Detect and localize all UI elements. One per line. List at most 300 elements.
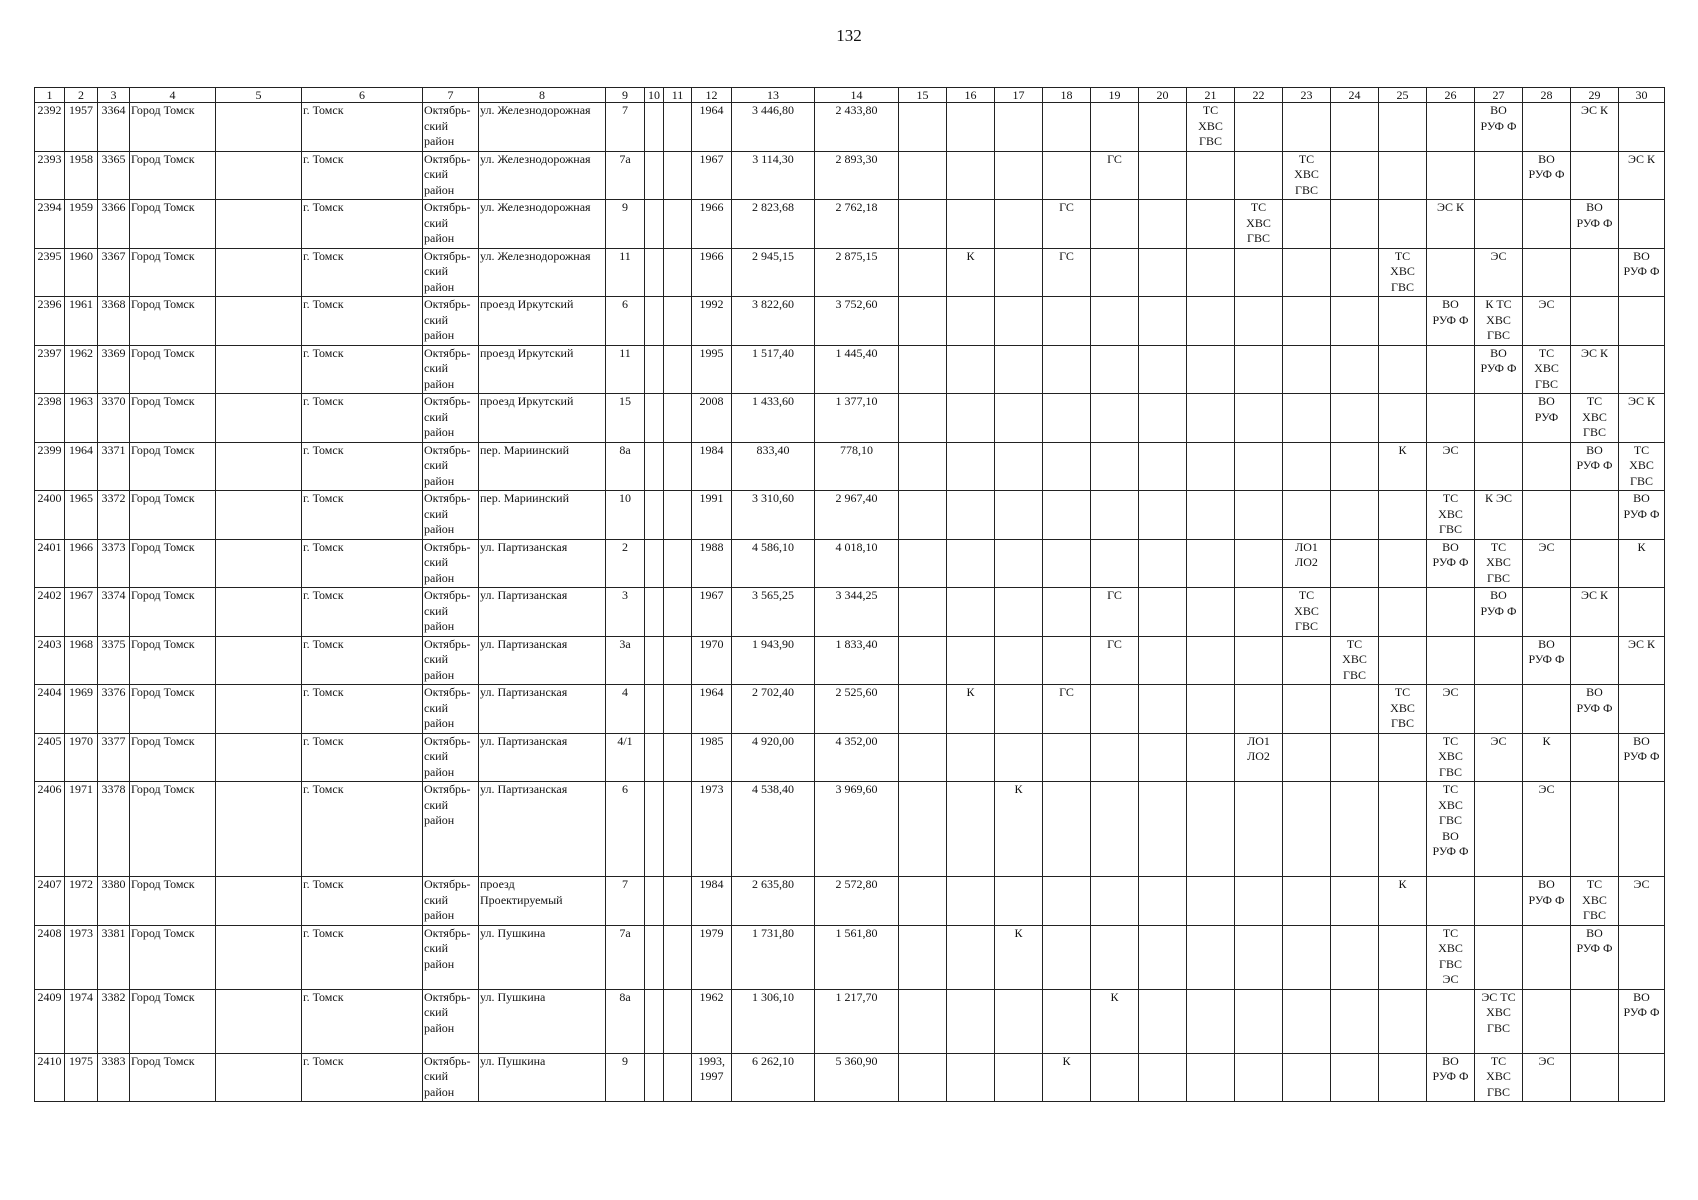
table-cell bbox=[1427, 248, 1475, 297]
table-cell bbox=[1379, 925, 1427, 989]
table-cell bbox=[216, 685, 302, 734]
table-cell bbox=[645, 248, 664, 297]
table-cell bbox=[664, 636, 692, 685]
table-cell: Город Томск bbox=[130, 200, 216, 249]
table-cell: 4 bbox=[606, 685, 645, 734]
table-cell: 1985 bbox=[692, 733, 732, 782]
table-cell bbox=[664, 733, 692, 782]
table-cell: ВО РУФ Ф bbox=[1619, 491, 1665, 540]
table-cell bbox=[1427, 151, 1475, 200]
table-cell: Октябрь- ский район bbox=[423, 491, 479, 540]
table-cell: 1962 bbox=[692, 989, 732, 1053]
table-cell: 2 967,40 bbox=[815, 491, 899, 540]
table-cell: ул. Железнодорожная bbox=[479, 103, 606, 152]
table-cell: 2394 bbox=[35, 200, 65, 249]
table-cell bbox=[645, 989, 664, 1053]
table-row bbox=[35, 989, 1665, 1053]
table-cell bbox=[1043, 989, 1091, 1053]
table-cell bbox=[664, 491, 692, 540]
table-cell: ЭС bbox=[1619, 877, 1665, 926]
table-cell bbox=[899, 539, 947, 588]
table-cell: 2395 bbox=[35, 248, 65, 297]
table-cell: 2408 bbox=[35, 925, 65, 989]
table-cell bbox=[1379, 103, 1427, 152]
table-row bbox=[35, 782, 1665, 877]
table-cell: Город Томск bbox=[130, 877, 216, 926]
table-cell: 3371 bbox=[98, 442, 130, 491]
table-cell bbox=[645, 442, 664, 491]
table-cell bbox=[216, 636, 302, 685]
table-cell: Октябрь- ский район bbox=[423, 636, 479, 685]
table-cell: г. Томск bbox=[302, 877, 423, 926]
table-cell bbox=[995, 442, 1043, 491]
table-cell bbox=[216, 394, 302, 443]
table-cell: 4 586,10 bbox=[732, 539, 815, 588]
table-cell bbox=[995, 539, 1043, 588]
table-cell bbox=[1139, 345, 1187, 394]
table-cell: Город Томск bbox=[130, 782, 216, 877]
table-cell: 1966 bbox=[692, 248, 732, 297]
column-header: 15 bbox=[899, 88, 947, 103]
table-cell bbox=[1619, 297, 1665, 346]
table-cell: Город Томск bbox=[130, 103, 216, 152]
table-cell: ЭС К bbox=[1571, 345, 1619, 394]
table-cell: 6 262,10 bbox=[732, 1053, 815, 1102]
table-cell bbox=[216, 491, 302, 540]
table-cell bbox=[899, 685, 947, 734]
table-cell bbox=[1331, 200, 1379, 249]
table-cell bbox=[899, 733, 947, 782]
table-cell: ЭС bbox=[1523, 782, 1571, 877]
table-cell: 1975 bbox=[65, 1053, 98, 1102]
column-header: 5 bbox=[216, 88, 302, 103]
table-cell: 4 352,00 bbox=[815, 733, 899, 782]
table-cell bbox=[664, 925, 692, 989]
table-cell: 2410 bbox=[35, 1053, 65, 1102]
table-cell bbox=[216, 1053, 302, 1102]
table-cell: Октябрь- ский район bbox=[423, 733, 479, 782]
table-cell bbox=[1283, 685, 1331, 734]
table-cell bbox=[1235, 103, 1283, 152]
table-cell bbox=[1043, 588, 1091, 637]
table-cell: ВО РУФ Ф bbox=[1619, 733, 1665, 782]
table-cell bbox=[1283, 248, 1331, 297]
table-cell: г. Томск bbox=[302, 103, 423, 152]
table-cell: 1958 bbox=[65, 151, 98, 200]
table-cell: 2404 bbox=[35, 685, 65, 734]
table-cell bbox=[1043, 877, 1091, 926]
table-cell bbox=[1571, 539, 1619, 588]
table-cell bbox=[947, 782, 995, 877]
table-cell: 2401 bbox=[35, 539, 65, 588]
table-cell bbox=[1283, 103, 1331, 152]
table-cell: 1 731,80 bbox=[732, 925, 815, 989]
column-header: 14 bbox=[815, 88, 899, 103]
table-cell bbox=[1043, 782, 1091, 877]
column-header: 3 bbox=[98, 88, 130, 103]
table-cell bbox=[947, 442, 995, 491]
table-cell: 3366 bbox=[98, 200, 130, 249]
table-cell: 1 306,10 bbox=[732, 989, 815, 1053]
table-cell: 2 893,30 bbox=[815, 151, 899, 200]
table-cell: ТС ХВС ГВС bbox=[1283, 151, 1331, 200]
table-cell: 4 920,00 bbox=[732, 733, 815, 782]
table-cell: ЭС К bbox=[1427, 200, 1475, 249]
table-cell bbox=[645, 491, 664, 540]
column-header: 17 bbox=[995, 88, 1043, 103]
table-cell bbox=[1619, 782, 1665, 877]
table-row bbox=[35, 394, 1665, 443]
table-cell: ул. Пушкина bbox=[479, 1053, 606, 1102]
table-cell bbox=[1091, 248, 1139, 297]
table-cell bbox=[1043, 491, 1091, 540]
table-cell: ЭС К bbox=[1619, 394, 1665, 443]
column-header: 10 bbox=[645, 88, 664, 103]
table-cell: 1995 bbox=[692, 345, 732, 394]
table-cell bbox=[1091, 685, 1139, 734]
table-cell bbox=[1187, 989, 1235, 1053]
table-cell bbox=[645, 297, 664, 346]
table-cell bbox=[1139, 394, 1187, 443]
table-cell: 3 822,60 bbox=[732, 297, 815, 346]
table-cell: 1963 bbox=[65, 394, 98, 443]
table-cell: ТС ХВС ГВС bbox=[1571, 877, 1619, 926]
column-header: 25 bbox=[1379, 88, 1427, 103]
table-cell bbox=[995, 394, 1043, 443]
table-cell bbox=[899, 491, 947, 540]
table-cell: ул. Партизанская bbox=[479, 733, 606, 782]
table-cell bbox=[664, 103, 692, 152]
table-cell: ТС ХВС ГВС ЭС bbox=[1427, 925, 1475, 989]
table-cell: Город Томск bbox=[130, 636, 216, 685]
table-cell bbox=[1619, 588, 1665, 637]
table-cell bbox=[664, 151, 692, 200]
table-cell bbox=[1091, 200, 1139, 249]
table-cell: 3370 bbox=[98, 394, 130, 443]
table-cell bbox=[1331, 1053, 1379, 1102]
table-cell bbox=[216, 733, 302, 782]
table-cell: 2008 bbox=[692, 394, 732, 443]
table-cell: ВО РУФ Ф bbox=[1571, 442, 1619, 491]
table-cell: ВО РУФ Ф bbox=[1523, 636, 1571, 685]
table-cell bbox=[1187, 345, 1235, 394]
table-cell bbox=[664, 877, 692, 926]
table-cell: 7 bbox=[606, 877, 645, 926]
table-cell bbox=[947, 539, 995, 588]
table-cell: 2 635,80 bbox=[732, 877, 815, 926]
table-cell bbox=[1331, 394, 1379, 443]
table-cell: 1969 bbox=[65, 685, 98, 734]
table-cell: ЭС К bbox=[1619, 151, 1665, 200]
table-cell: 2 875,15 bbox=[815, 248, 899, 297]
table-cell bbox=[1235, 345, 1283, 394]
table-cell bbox=[995, 345, 1043, 394]
table-cell: ЭС ТС ХВС ГВС bbox=[1475, 989, 1523, 1053]
table-cell: г. Томск bbox=[302, 200, 423, 249]
table-cell: 8а bbox=[606, 989, 645, 1053]
table-cell bbox=[664, 989, 692, 1053]
table-cell bbox=[1571, 636, 1619, 685]
table-row bbox=[35, 636, 1665, 685]
column-header: 4 bbox=[130, 88, 216, 103]
table-cell: 2400 bbox=[35, 491, 65, 540]
table-cell: 7а bbox=[606, 925, 645, 989]
table-cell: Октябрь- ский район bbox=[423, 103, 479, 152]
table-cell bbox=[1331, 103, 1379, 152]
table-cell bbox=[995, 200, 1043, 249]
table-cell: 1 517,40 bbox=[732, 345, 815, 394]
table-cell: ул. Железнодорожная bbox=[479, 248, 606, 297]
table-cell: Октябрь- ский район bbox=[423, 297, 479, 346]
table-cell bbox=[1283, 200, 1331, 249]
table-cell bbox=[995, 877, 1043, 926]
table-cell: Октябрь- ский район bbox=[423, 345, 479, 394]
table-cell bbox=[947, 588, 995, 637]
table-cell bbox=[664, 588, 692, 637]
table-cell: 2392 bbox=[35, 103, 65, 152]
table-cell: К bbox=[1523, 733, 1571, 782]
table-cell: пер. Мариинский bbox=[479, 442, 606, 491]
table-cell bbox=[899, 877, 947, 926]
table-cell: 15 bbox=[606, 394, 645, 443]
table-cell bbox=[1187, 491, 1235, 540]
table-cell: 1992 bbox=[692, 297, 732, 346]
table-cell: 3 565,25 bbox=[732, 588, 815, 637]
table-cell bbox=[1475, 636, 1523, 685]
table-cell bbox=[645, 345, 664, 394]
table-cell: 2406 bbox=[35, 782, 65, 877]
table-cell bbox=[1235, 877, 1283, 926]
table-cell: ВО РУФ Ф bbox=[1427, 297, 1475, 346]
table-cell bbox=[1523, 925, 1571, 989]
table-cell: 2398 bbox=[35, 394, 65, 443]
table-cell bbox=[1187, 539, 1235, 588]
table-cell bbox=[995, 636, 1043, 685]
table-cell bbox=[1427, 394, 1475, 443]
table-cell bbox=[1523, 588, 1571, 637]
table-cell bbox=[1187, 685, 1235, 734]
table-cell: К bbox=[1379, 877, 1427, 926]
column-header: 20 bbox=[1139, 88, 1187, 103]
table-cell: ул. Пушкина bbox=[479, 925, 606, 989]
table-row bbox=[35, 925, 1665, 989]
table-cell: ВО РУФ Ф bbox=[1427, 539, 1475, 588]
table-cell bbox=[1187, 297, 1235, 346]
table-cell: ВО РУФ Ф bbox=[1571, 925, 1619, 989]
table-cell bbox=[1187, 925, 1235, 989]
table-cell: К ТС ХВС ГВС bbox=[1475, 297, 1523, 346]
table-cell bbox=[995, 491, 1043, 540]
table-cell: 3373 bbox=[98, 539, 130, 588]
table-cell bbox=[1427, 345, 1475, 394]
table-cell: 3 969,60 bbox=[815, 782, 899, 877]
table-cell bbox=[947, 103, 995, 152]
table-cell bbox=[1475, 877, 1523, 926]
table-row bbox=[35, 442, 1665, 491]
table-cell bbox=[216, 989, 302, 1053]
table-cell bbox=[899, 442, 947, 491]
table-cell: г. Томск bbox=[302, 733, 423, 782]
table-cell: г. Томск bbox=[302, 925, 423, 989]
table-cell: 3383 bbox=[98, 1053, 130, 1102]
table-cell: проезд Иркутский bbox=[479, 394, 606, 443]
table-cell: ЭС bbox=[1475, 733, 1523, 782]
table-cell: 4 538,40 bbox=[732, 782, 815, 877]
table-cell bbox=[1235, 151, 1283, 200]
table-cell: г. Томск bbox=[302, 989, 423, 1053]
table-cell bbox=[1043, 733, 1091, 782]
column-header: 13 bbox=[732, 88, 815, 103]
table-cell bbox=[1331, 733, 1379, 782]
table-cell bbox=[1091, 103, 1139, 152]
table-cell: 1967 bbox=[692, 151, 732, 200]
table-cell bbox=[645, 200, 664, 249]
table-cell: Город Томск bbox=[130, 1053, 216, 1102]
table-cell: 3376 bbox=[98, 685, 130, 734]
table-cell: 10 bbox=[606, 491, 645, 540]
table-cell bbox=[664, 394, 692, 443]
table-cell: 3 344,25 bbox=[815, 588, 899, 637]
table-cell bbox=[645, 394, 664, 443]
table-cell: г. Томск bbox=[302, 588, 423, 637]
table-cell bbox=[1187, 151, 1235, 200]
table-cell bbox=[899, 588, 947, 637]
table-cell: К bbox=[995, 925, 1043, 989]
table-cell bbox=[1187, 733, 1235, 782]
table-cell: г. Томск bbox=[302, 151, 423, 200]
table-cell bbox=[1475, 394, 1523, 443]
table-cell: 1968 bbox=[65, 636, 98, 685]
table-cell bbox=[216, 588, 302, 637]
table-cell: ТС ХВС ГВС bbox=[1283, 588, 1331, 637]
table-cell bbox=[1235, 394, 1283, 443]
table-cell: ВО РУФ Ф bbox=[1427, 1053, 1475, 1102]
table-cell bbox=[1235, 685, 1283, 734]
table-cell: 1991 bbox=[692, 491, 732, 540]
table-cell: Город Томск bbox=[130, 345, 216, 394]
table-cell: ВО РУФ Ф bbox=[1619, 989, 1665, 1053]
table-cell bbox=[1091, 1053, 1139, 1102]
table-cell bbox=[995, 248, 1043, 297]
table-cell bbox=[1139, 491, 1187, 540]
table-row bbox=[35, 151, 1665, 200]
table-cell: 1961 bbox=[65, 297, 98, 346]
table-cell: 6 bbox=[606, 297, 645, 346]
table-cell bbox=[947, 297, 995, 346]
table-cell: ЛО1 ЛО2 bbox=[1283, 539, 1331, 588]
table-cell bbox=[1139, 989, 1187, 1053]
table-cell bbox=[216, 925, 302, 989]
table-cell: 1 377,10 bbox=[815, 394, 899, 443]
table-cell bbox=[1427, 877, 1475, 926]
table-cell: ЭС К bbox=[1571, 588, 1619, 637]
table-cell bbox=[899, 1053, 947, 1102]
table-cell bbox=[947, 733, 995, 782]
table-cell bbox=[1139, 636, 1187, 685]
table-cell: К bbox=[1091, 989, 1139, 1053]
table-cell: ЭС bbox=[1523, 297, 1571, 346]
column-number-header bbox=[35, 88, 1665, 103]
table-cell bbox=[1091, 394, 1139, 443]
table-cell bbox=[947, 345, 995, 394]
table-cell bbox=[1283, 733, 1331, 782]
table-cell bbox=[1283, 877, 1331, 926]
table-cell: ВО РУФ Ф bbox=[1571, 200, 1619, 249]
table-cell: 1964 bbox=[692, 685, 732, 734]
table-cell: Октябрь- ский район bbox=[423, 782, 479, 877]
table-cell bbox=[216, 103, 302, 152]
table-cell: 2409 bbox=[35, 989, 65, 1053]
table-cell bbox=[947, 200, 995, 249]
table-cell: ТС ХВС ГВС bbox=[1619, 442, 1665, 491]
table-cell: ВО РУФ Ф bbox=[1523, 877, 1571, 926]
table-cell: Октябрь- ский район bbox=[423, 394, 479, 443]
table-cell: 3378 bbox=[98, 782, 130, 877]
table-cell: Октябрь- ский район bbox=[423, 1053, 479, 1102]
table-row bbox=[35, 103, 1665, 152]
table-cell bbox=[1619, 200, 1665, 249]
table-cell: ул. Партизанская bbox=[479, 685, 606, 734]
table-cell bbox=[1523, 103, 1571, 152]
column-header: 28 bbox=[1523, 88, 1571, 103]
table-cell bbox=[1187, 636, 1235, 685]
table-cell bbox=[947, 491, 995, 540]
table-cell bbox=[1283, 636, 1331, 685]
table-cell: 3 114,30 bbox=[732, 151, 815, 200]
table-cell bbox=[1043, 345, 1091, 394]
table-cell: ул. Партизанская bbox=[479, 539, 606, 588]
table-cell bbox=[1139, 297, 1187, 346]
table-cell bbox=[1379, 297, 1427, 346]
table-cell: ТС ХВС ГВС bbox=[1379, 685, 1427, 734]
table-cell: г. Томск bbox=[302, 442, 423, 491]
table-cell: ЭС bbox=[1427, 442, 1475, 491]
table-cell: К bbox=[947, 685, 995, 734]
table-cell: 1972 bbox=[65, 877, 98, 926]
table-cell bbox=[1187, 248, 1235, 297]
table-cell bbox=[1475, 925, 1523, 989]
table-cell: 1 943,90 bbox=[732, 636, 815, 685]
table-cell: 2405 bbox=[35, 733, 65, 782]
table-cell bbox=[947, 636, 995, 685]
table-cell bbox=[899, 200, 947, 249]
table-cell: Октябрь- ский район bbox=[423, 200, 479, 249]
table-cell bbox=[1187, 877, 1235, 926]
column-header: 12 bbox=[692, 88, 732, 103]
table-cell bbox=[899, 394, 947, 443]
table-cell bbox=[1331, 151, 1379, 200]
table-cell: 1 433,60 bbox=[732, 394, 815, 443]
table-cell: Октябрь- ский район bbox=[423, 539, 479, 588]
table-cell bbox=[899, 925, 947, 989]
table-cell: ул. Железнодорожная bbox=[479, 151, 606, 200]
table-cell: ЭС К bbox=[1571, 103, 1619, 152]
column-header: 19 bbox=[1091, 88, 1139, 103]
table-cell: ГС bbox=[1091, 151, 1139, 200]
table-cell: ТС ХВС ГВС bbox=[1571, 394, 1619, 443]
table-cell: г. Томск bbox=[302, 636, 423, 685]
table-cell: 3372 bbox=[98, 491, 130, 540]
table-cell: Город Томск bbox=[130, 297, 216, 346]
table-cell bbox=[1523, 491, 1571, 540]
table-cell bbox=[1043, 539, 1091, 588]
table-cell: Город Томск bbox=[130, 151, 216, 200]
table-cell: 7 bbox=[606, 103, 645, 152]
table-cell bbox=[1043, 103, 1091, 152]
table-cell: ВО РУФ Ф bbox=[1475, 103, 1523, 152]
table-cell: 2396 bbox=[35, 297, 65, 346]
table-cell: 9 bbox=[606, 1053, 645, 1102]
